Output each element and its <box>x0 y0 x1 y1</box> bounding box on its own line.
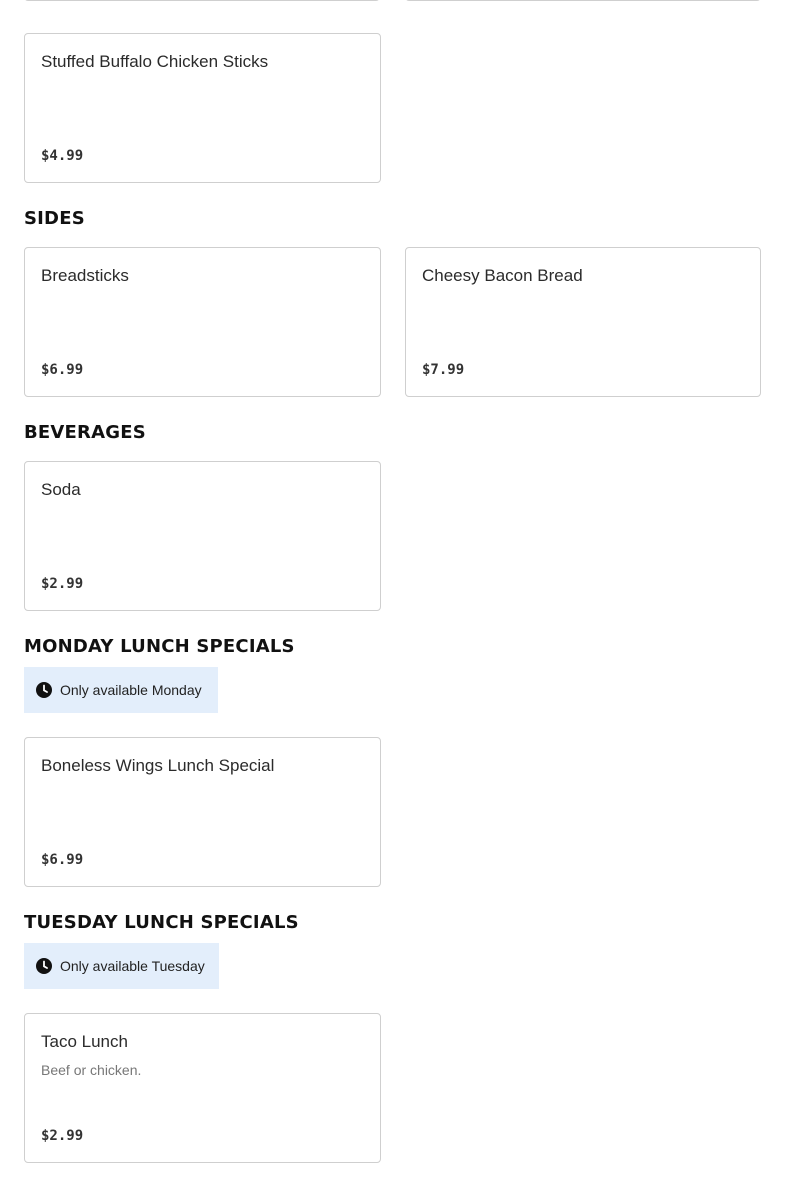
menu-item-card[interactable] <box>24 1013 381 1163</box>
clock-icon <box>36 958 52 974</box>
menu-item-card[interactable] <box>405 247 761 397</box>
item-price: $6.99 <box>41 362 84 378</box>
section-title-tuesday-lunch-specials: TUESDAY LUNCH SPECIALS <box>24 912 299 933</box>
item-price: $4.99 <box>41 148 84 164</box>
section-title-sides: SIDES <box>24 208 85 229</box>
item-name: Cheesy Bacon Bread <box>422 266 583 285</box>
availability-badge <box>24 943 219 989</box>
section-title-monday-lunch-specials: MONDAY LUNCH SPECIALS <box>24 636 295 657</box>
item-price: $2.99 <box>41 576 84 592</box>
item-name: Boneless Wings Lunch Special <box>41 756 275 775</box>
item-price: $6.99 <box>41 852 84 868</box>
menu-item-card-partial[interactable] <box>405 0 761 1</box>
menu-item-card[interactable] <box>24 247 381 397</box>
clock-icon <box>36 682 52 698</box>
menu-item-card[interactable] <box>24 461 381 611</box>
item-description: Beef or chicken. <box>41 1062 142 1078</box>
item-name: Soda <box>41 480 81 499</box>
item-name: Breadsticks <box>41 266 129 285</box>
item-name: Stuffed Buffalo Chicken Sticks <box>41 52 269 71</box>
availability-text: Only available Tuesday <box>60 958 205 974</box>
menu-item-card[interactable] <box>24 33 381 183</box>
availability-text: Only available Monday <box>60 682 202 698</box>
menu-item-card[interactable] <box>24 737 381 887</box>
item-price: $2.99 <box>41 1128 84 1144</box>
item-price: $7.99 <box>422 362 465 378</box>
menu-item-card-partial[interactable] <box>24 0 380 1</box>
item-name: Taco Lunch <box>41 1032 128 1051</box>
availability-badge <box>24 667 218 713</box>
section-title-beverages: BEVERAGES <box>24 422 146 443</box>
